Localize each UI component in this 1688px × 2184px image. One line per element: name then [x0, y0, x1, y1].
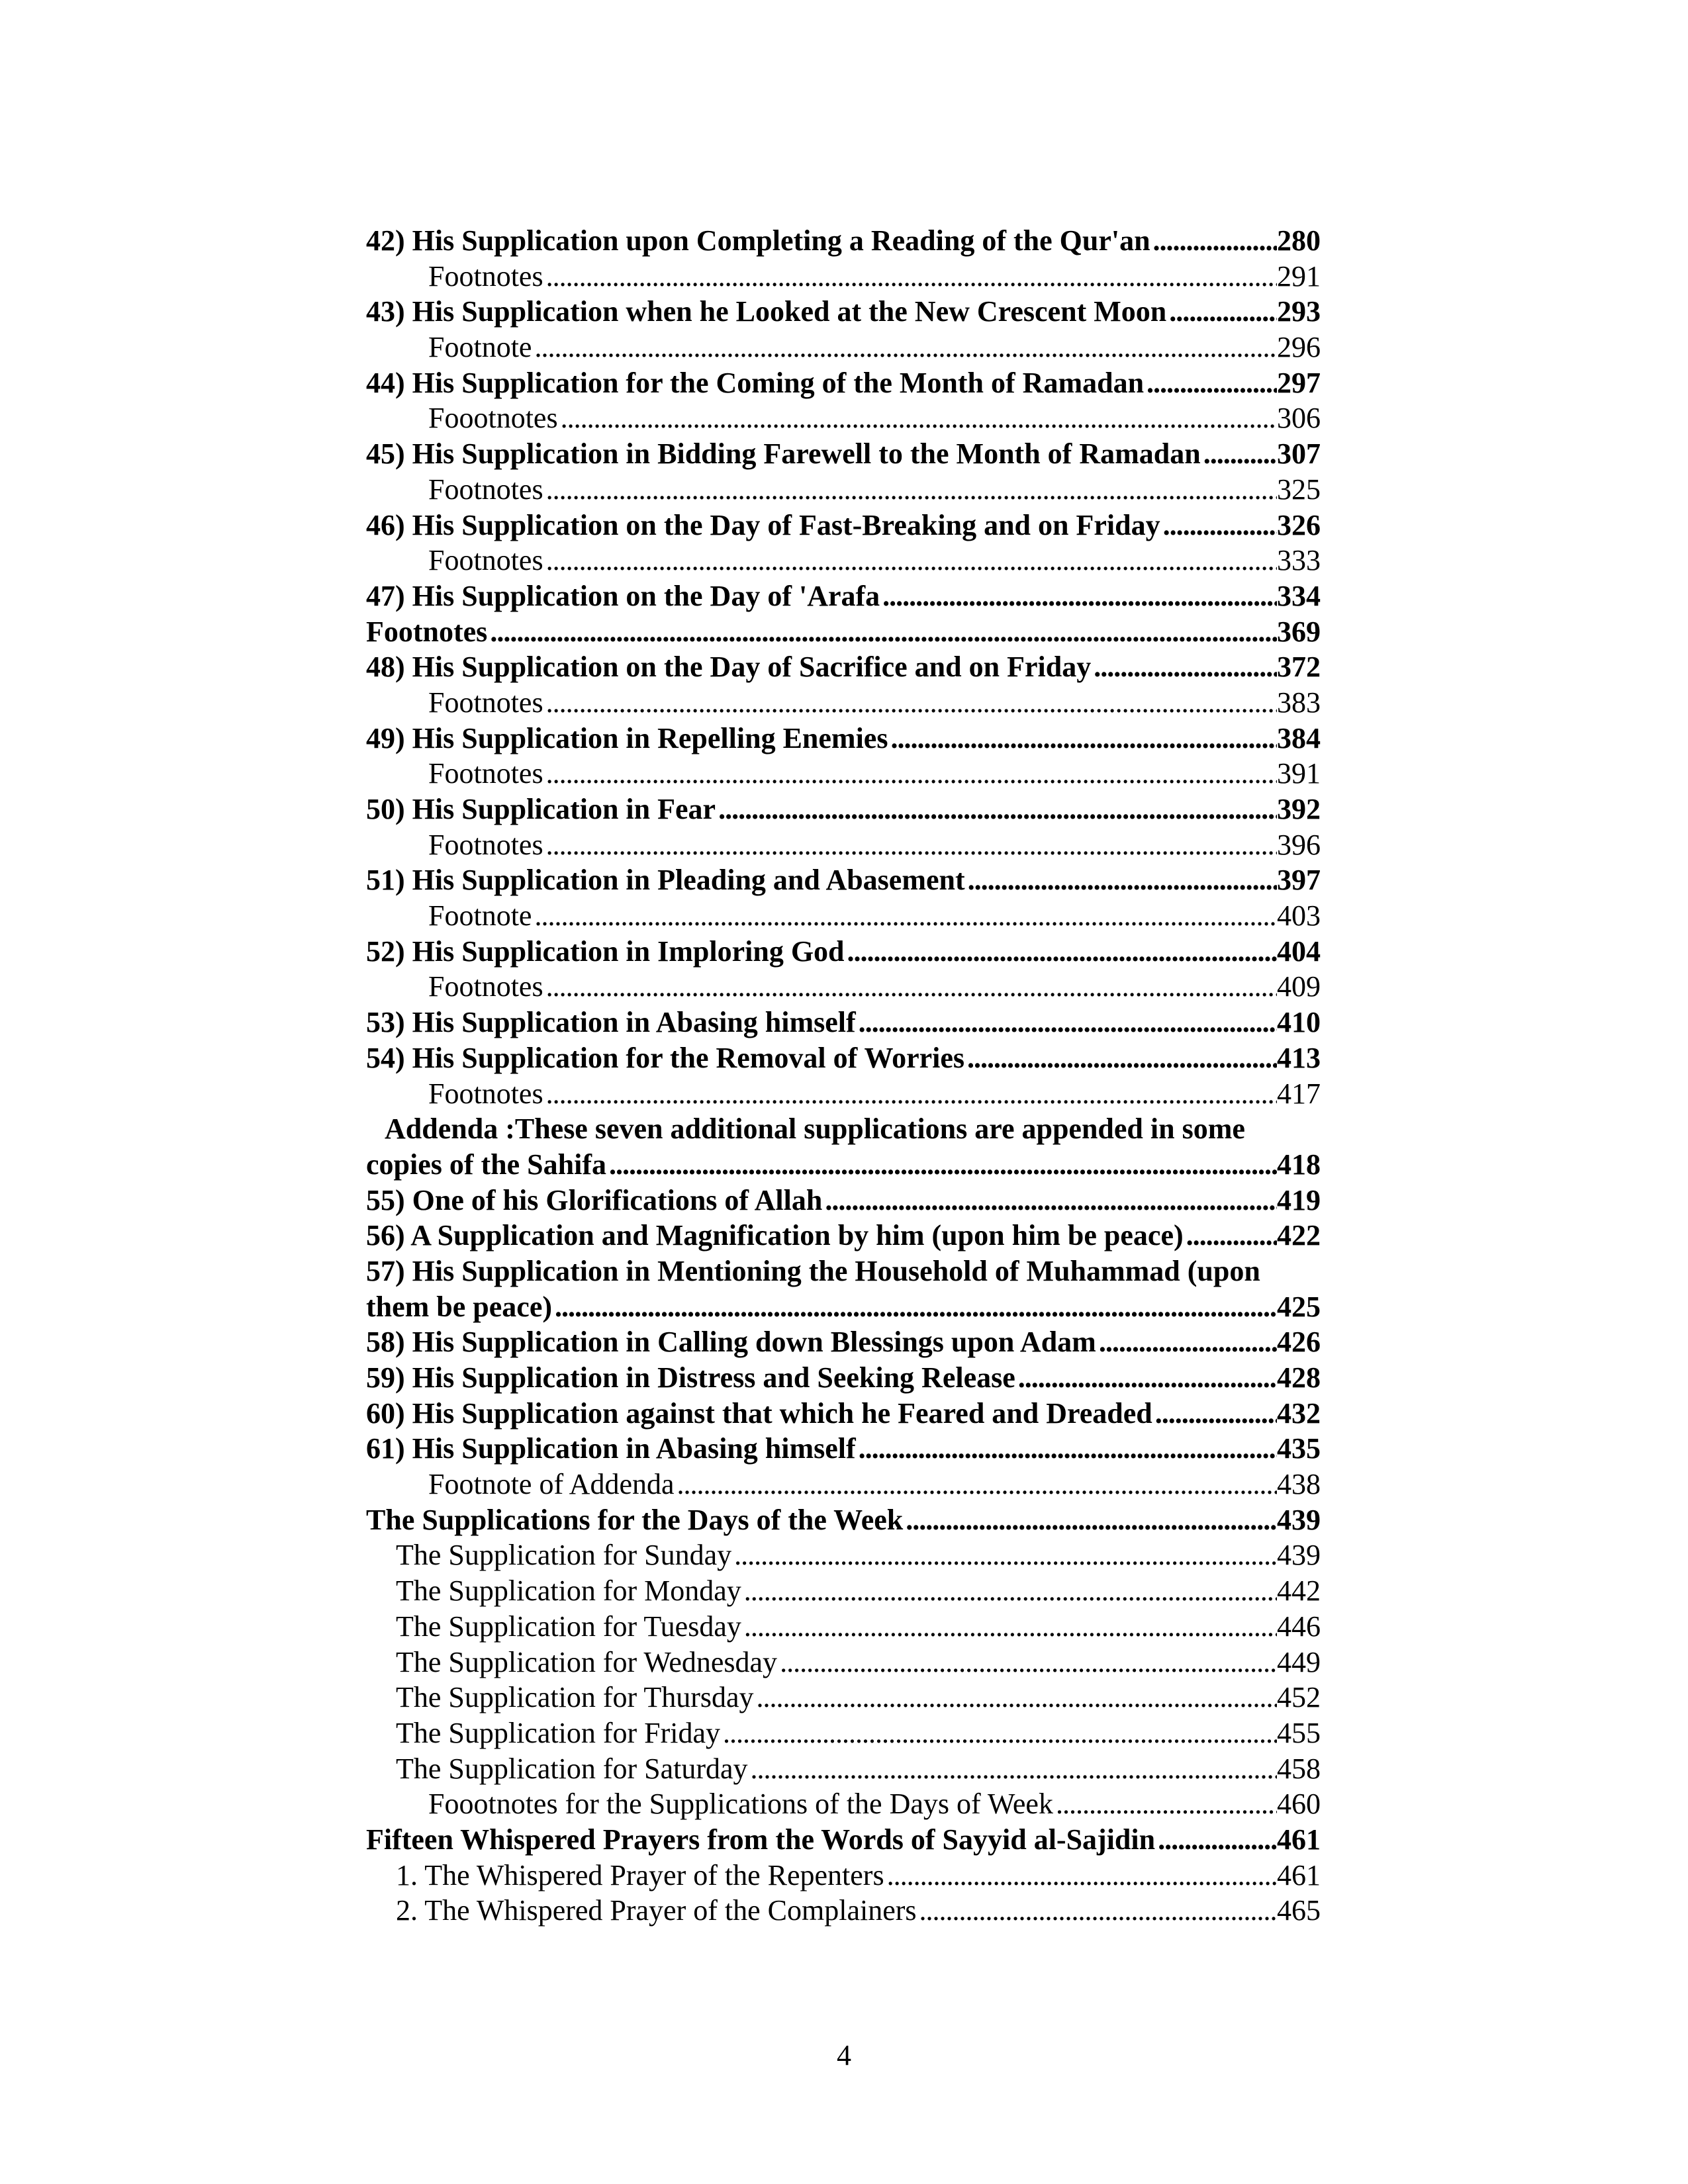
- toc-entry-label: Footnote: [428, 899, 532, 933]
- toc-entry[interactable]: [366, 1786, 1321, 1822]
- toc-entry[interactable]: [366, 1040, 1321, 1076]
- toc-entry-page: 425: [1277, 1290, 1321, 1323]
- toc-entry-page: 325: [1277, 473, 1321, 506]
- toc-entry[interactable]: [366, 614, 1321, 650]
- toc-entry[interactable]: [366, 756, 1321, 792]
- toc-entry[interactable]: [366, 934, 1321, 970]
- toc-entry-page: 403: [1277, 899, 1321, 933]
- leader-dots: [558, 400, 1277, 436]
- table-of-contents: [366, 223, 1321, 1929]
- leader-dots: [856, 1005, 1277, 1040]
- toc-entry-label: Footnotes: [366, 615, 488, 648]
- toc-entry[interactable]: [366, 827, 1321, 863]
- toc-entry-label: 46) His Supplication on the Day of Fast-Breaking and on Friday: [366, 508, 1160, 541]
- toc-entry-page: 426: [1277, 1326, 1321, 1359]
- leader-dots: [543, 259, 1277, 295]
- leader-dots: [543, 1076, 1277, 1112]
- leader-dots: [903, 1502, 1277, 1538]
- toc-entry-label: 47) His Supplication on the Day of 'Arafa: [366, 579, 880, 612]
- toc-entry-page: 419: [1277, 1183, 1321, 1216]
- toc-entry[interactable]: [366, 1715, 1321, 1751]
- addenda-heading: [366, 1111, 1321, 1147]
- toc-entry-label: The Supplication for Saturday: [396, 1752, 748, 1785]
- toc-entry-label: 1. The Whispered Prayer of the Repenters: [396, 1858, 884, 1891]
- toc-entry[interactable]: [366, 1893, 1321, 1929]
- toc-entry[interactable]: [366, 436, 1321, 472]
- toc-entry-page: 418: [1277, 1148, 1321, 1181]
- page-number: 4: [837, 2039, 851, 2071]
- toc-entry-label: 44) His Supplication for the Coming of the Month of Ramadan: [366, 366, 1145, 399]
- toc-entry-page: 333: [1277, 544, 1321, 577]
- leader-dots: [741, 1609, 1277, 1645]
- toc-entry-label: The Supplication for Monday: [396, 1574, 741, 1608]
- toc-entry[interactable]: [366, 578, 1321, 614]
- toc-entry-page: 383: [1277, 686, 1321, 719]
- toc-entry-page: 428: [1277, 1361, 1321, 1394]
- leader-dots: [1160, 508, 1277, 543]
- toc-entry-page: 369: [1277, 615, 1321, 648]
- toc-entry[interactable]: [366, 1537, 1321, 1573]
- leader-dots: [1201, 436, 1277, 472]
- leader-dots: [1053, 1786, 1277, 1822]
- leader-dots: [675, 1467, 1277, 1502]
- toc-entry-page: 280: [1277, 224, 1321, 257]
- toc-entry[interactable]: [366, 1360, 1321, 1396]
- toc-entry-label: The Supplication for Thursday: [396, 1681, 754, 1714]
- toc-entry[interactable]: [366, 294, 1321, 330]
- toc-entry[interactable]: [366, 259, 1321, 295]
- toc-entry-label: 56) A Supplication and Magnification by him (upon him be peace): [366, 1219, 1184, 1252]
- toc-entry-label: 49) His Supplication in Repelling Enemies: [366, 721, 888, 754]
- leader-dots: [917, 1893, 1278, 1929]
- toc-entry-page: 449: [1277, 1645, 1321, 1678]
- toc-entry-label: copies of the Sahifa: [366, 1148, 606, 1181]
- toc-entry-page: 409: [1277, 970, 1321, 1003]
- toc-entry[interactable]: [366, 1076, 1321, 1112]
- toc-entry-page: 413: [1277, 1041, 1321, 1074]
- toc-entry-label: 43) His Supplication when he Looked at the New Crescent Moon: [366, 295, 1167, 328]
- toc-entry[interactable]: [366, 365, 1321, 401]
- leader-dots: [888, 721, 1277, 756]
- leader-dots: [532, 330, 1277, 365]
- toc-entry[interactable]: [366, 330, 1321, 365]
- leader-dots: [487, 614, 1277, 650]
- toc-entry-label: Footnote of Addenda: [428, 1468, 675, 1501]
- toc-entry-page: 435: [1277, 1432, 1321, 1465]
- toc-entry[interactable]: [366, 1751, 1321, 1787]
- toc-entry[interactable]: [366, 1645, 1321, 1680]
- toc-entry-page: 391: [1277, 757, 1321, 790]
- toc-entry-label: Foootnotes: [428, 402, 558, 435]
- leader-dots: [1150, 223, 1277, 259]
- toc-entry-page: 410: [1277, 1006, 1321, 1039]
- leader-dots: [720, 1715, 1277, 1751]
- toc-entry[interactable]: [366, 223, 1321, 259]
- leader-dots: [880, 578, 1277, 614]
- leader-dots: [741, 1573, 1277, 1609]
- toc-entry-page: 397: [1277, 864, 1321, 897]
- toc-entry-page: 438: [1277, 1468, 1321, 1501]
- toc-entry-label: Footnote: [428, 331, 532, 364]
- toc-entry-label: 50) His Supplication in Fear: [366, 793, 716, 825]
- toc-entry[interactable]: [366, 1289, 1321, 1325]
- leader-dots: [748, 1751, 1277, 1787]
- toc-entry-label: 52) His Supplication in Imploring God: [366, 934, 845, 968]
- leader-dots: [754, 1680, 1277, 1715]
- leader-dots: [777, 1645, 1277, 1680]
- toc-entry-page: 442: [1277, 1574, 1321, 1608]
- toc-entry[interactable]: [366, 1609, 1321, 1645]
- leader-dots: [822, 1183, 1277, 1218]
- toc-entry-page: 417: [1277, 1077, 1321, 1110]
- toc-entry-label: Footnotes: [428, 828, 543, 861]
- toc-entry-label: 59) His Supplication in Distress and Seeking Release: [366, 1361, 1015, 1394]
- toc-entry[interactable]: [366, 1680, 1321, 1715]
- toc-section-3: [366, 1324, 1321, 1929]
- toc-entry-label: The Supplications for the Days of the Week: [366, 1503, 904, 1536]
- toc-entry-label: Footnotes: [428, 544, 543, 577]
- toc-entry[interactable]: [366, 685, 1321, 721]
- leader-dots: [965, 862, 1277, 898]
- toc-entry[interactable]: [366, 400, 1321, 436]
- toc-entry-page: 458: [1277, 1752, 1321, 1785]
- toc-entry-label: 60) His Supplication against that which he Feared and Dreaded: [366, 1396, 1152, 1430]
- toc-entry-label: Fifteen Whispered Prayers from the Words of Sayyid al-Sajidin: [366, 1823, 1156, 1856]
- toc-entry[interactable]: [366, 1005, 1321, 1040]
- toc-entry[interactable]: [366, 1858, 1321, 1893]
- toc-entry-page: 432: [1277, 1396, 1321, 1430]
- leader-dots: [1155, 1822, 1277, 1858]
- toc-entry-label: Footnotes: [428, 757, 543, 790]
- leader-dots: [1144, 365, 1277, 401]
- toc-entry-page: 452: [1277, 1681, 1321, 1714]
- toc-entry-label: Footnotes: [428, 259, 543, 293]
- toc-entry-page: 297: [1277, 366, 1321, 399]
- toc-entry-page: 326: [1277, 508, 1321, 541]
- toc-entry[interactable]: [366, 721, 1321, 756]
- toc-entry-label: 58) His Supplication in Calling down Blessings upon Adam: [366, 1326, 1096, 1359]
- leader-dots: [716, 792, 1277, 827]
- toc-entry[interactable]: [366, 543, 1321, 578]
- toc-entry-label: Footnotes: [428, 473, 543, 506]
- toc-entry-page: 439: [1277, 1503, 1321, 1536]
- toc-entry-page: 446: [1277, 1610, 1321, 1643]
- toc-entry-page: 296: [1277, 331, 1321, 364]
- toc-entry-label: 45) His Supplication in Bidding Farewell to the Month of Ramadan: [366, 437, 1201, 471]
- leader-dots: [856, 1431, 1277, 1467]
- toc-entry-label: 51) His Supplication in Pleading and Abasement: [366, 864, 965, 897]
- toc-entry-label: Foootnotes for the Supplications of the Days of Week: [428, 1788, 1053, 1821]
- leader-dots: [964, 1040, 1277, 1076]
- leader-dots: [543, 827, 1277, 863]
- addenda-heading-text: Addenda :These seven additional supplications are appended in some: [385, 1113, 1245, 1146]
- leader-dots: [543, 472, 1277, 508]
- toc-entry-page: 465: [1277, 1894, 1321, 1927]
- toc-entry-page: 461: [1277, 1823, 1321, 1856]
- toc-section-2: [366, 1183, 1321, 1253]
- toc-entry-label: Footnotes: [428, 1077, 543, 1110]
- leader-dots: [1015, 1360, 1277, 1396]
- toc-entry[interactable]: [366, 1502, 1321, 1538]
- toc-entry-label: 2. The Whispered Prayer of the Complainers: [396, 1894, 917, 1927]
- toc-section-1: [366, 223, 1321, 1111]
- toc-entry[interactable]: [366, 792, 1321, 827]
- toc-entry[interactable]: [366, 1183, 1321, 1218]
- toc-entry[interactable]: [366, 1147, 1321, 1183]
- toc-entry[interactable]: [366, 649, 1321, 685]
- toc-entry[interactable]: [366, 862, 1321, 898]
- toc-entry-label: The Supplication for Wednesday: [396, 1645, 778, 1678]
- toc-entry[interactable]: [366, 1396, 1321, 1432]
- toc-entry-page: 460: [1277, 1788, 1321, 1821]
- toc-entry-label: 57) His Supplication in Mentioning the Household of Muhammad (upon: [366, 1254, 1260, 1287]
- leader-dots: [543, 969, 1277, 1005]
- toc-entry-label: them be peace): [366, 1290, 553, 1323]
- leader-dots: [884, 1858, 1277, 1893]
- toc-entry-label: The Supplication for Sunday: [396, 1539, 732, 1572]
- toc-entry-page: 334: [1277, 579, 1321, 612]
- leader-dots: [1166, 294, 1277, 330]
- toc-entry-label: The Supplication for Friday: [396, 1716, 721, 1749]
- toc-entry-label: 48) His Supplication on the Day of Sacrifice and on Friday: [366, 651, 1092, 684]
- leader-dots: [731, 1537, 1277, 1573]
- toc-entry-label: The Supplication for Tuesday: [396, 1610, 741, 1643]
- leader-dots: [606, 1147, 1277, 1183]
- toc-entry[interactable]: [366, 1467, 1321, 1502]
- toc-entry-label: Footnotes: [428, 970, 543, 1003]
- toc-entry-page: 306: [1277, 402, 1321, 435]
- toc-entry-page: 291: [1277, 259, 1321, 293]
- toc-entry-page: 461: [1277, 1858, 1321, 1891]
- leader-dots: [552, 1289, 1277, 1325]
- toc-entry-page: 396: [1277, 828, 1321, 861]
- toc-entry-page: 372: [1277, 651, 1321, 684]
- leader-dots: [543, 685, 1277, 721]
- toc-entry[interactable]: [366, 1431, 1321, 1467]
- toc-entry-wrapped-line[interactable]: [366, 1253, 1321, 1289]
- toc-entry-label: 61) His Supplication in Abasing himself: [366, 1432, 856, 1465]
- toc-entry-page: 455: [1277, 1716, 1321, 1749]
- leader-dots: [1096, 1324, 1277, 1360]
- toc-entry[interactable]: [366, 898, 1321, 934]
- leader-dots: [845, 934, 1277, 970]
- toc-entry[interactable]: [366, 472, 1321, 508]
- leader-dots: [543, 756, 1277, 792]
- toc-entry-label: 42) His Supplication upon Completing a Reading of the Qur'an: [366, 224, 1150, 257]
- toc-entry[interactable]: [366, 1324, 1321, 1360]
- leader-dots: [1152, 1396, 1277, 1432]
- toc-entry-page: 404: [1277, 934, 1321, 968]
- leader-dots: [543, 543, 1277, 578]
- leader-dots: [1184, 1218, 1277, 1253]
- toc-entry-label: Footnotes: [428, 686, 543, 719]
- toc-entry[interactable]: [366, 1822, 1321, 1858]
- toc-entry[interactable]: [366, 1218, 1321, 1253]
- toc-entry-label: 54) His Supplication for the Removal of Worries: [366, 1041, 965, 1074]
- toc-entry-page: 384: [1277, 721, 1321, 754]
- toc-entry-page: 422: [1277, 1219, 1321, 1252]
- toc-entry-page: 307: [1277, 437, 1321, 471]
- toc-entry[interactable]: [366, 969, 1321, 1005]
- toc-entry-page: 293: [1277, 295, 1321, 328]
- leader-dots: [532, 898, 1277, 934]
- leader-dots: [1091, 649, 1277, 685]
- toc-entry[interactable]: [366, 508, 1321, 543]
- toc-entry-label: 55) One of his Glorifications of Allah: [366, 1183, 823, 1216]
- toc-entry-label: 53) His Supplication in Abasing himself: [366, 1006, 856, 1039]
- toc-entry-page: 392: [1277, 793, 1321, 825]
- toc-entry-page: 439: [1277, 1539, 1321, 1572]
- toc-entry[interactable]: [366, 1573, 1321, 1609]
